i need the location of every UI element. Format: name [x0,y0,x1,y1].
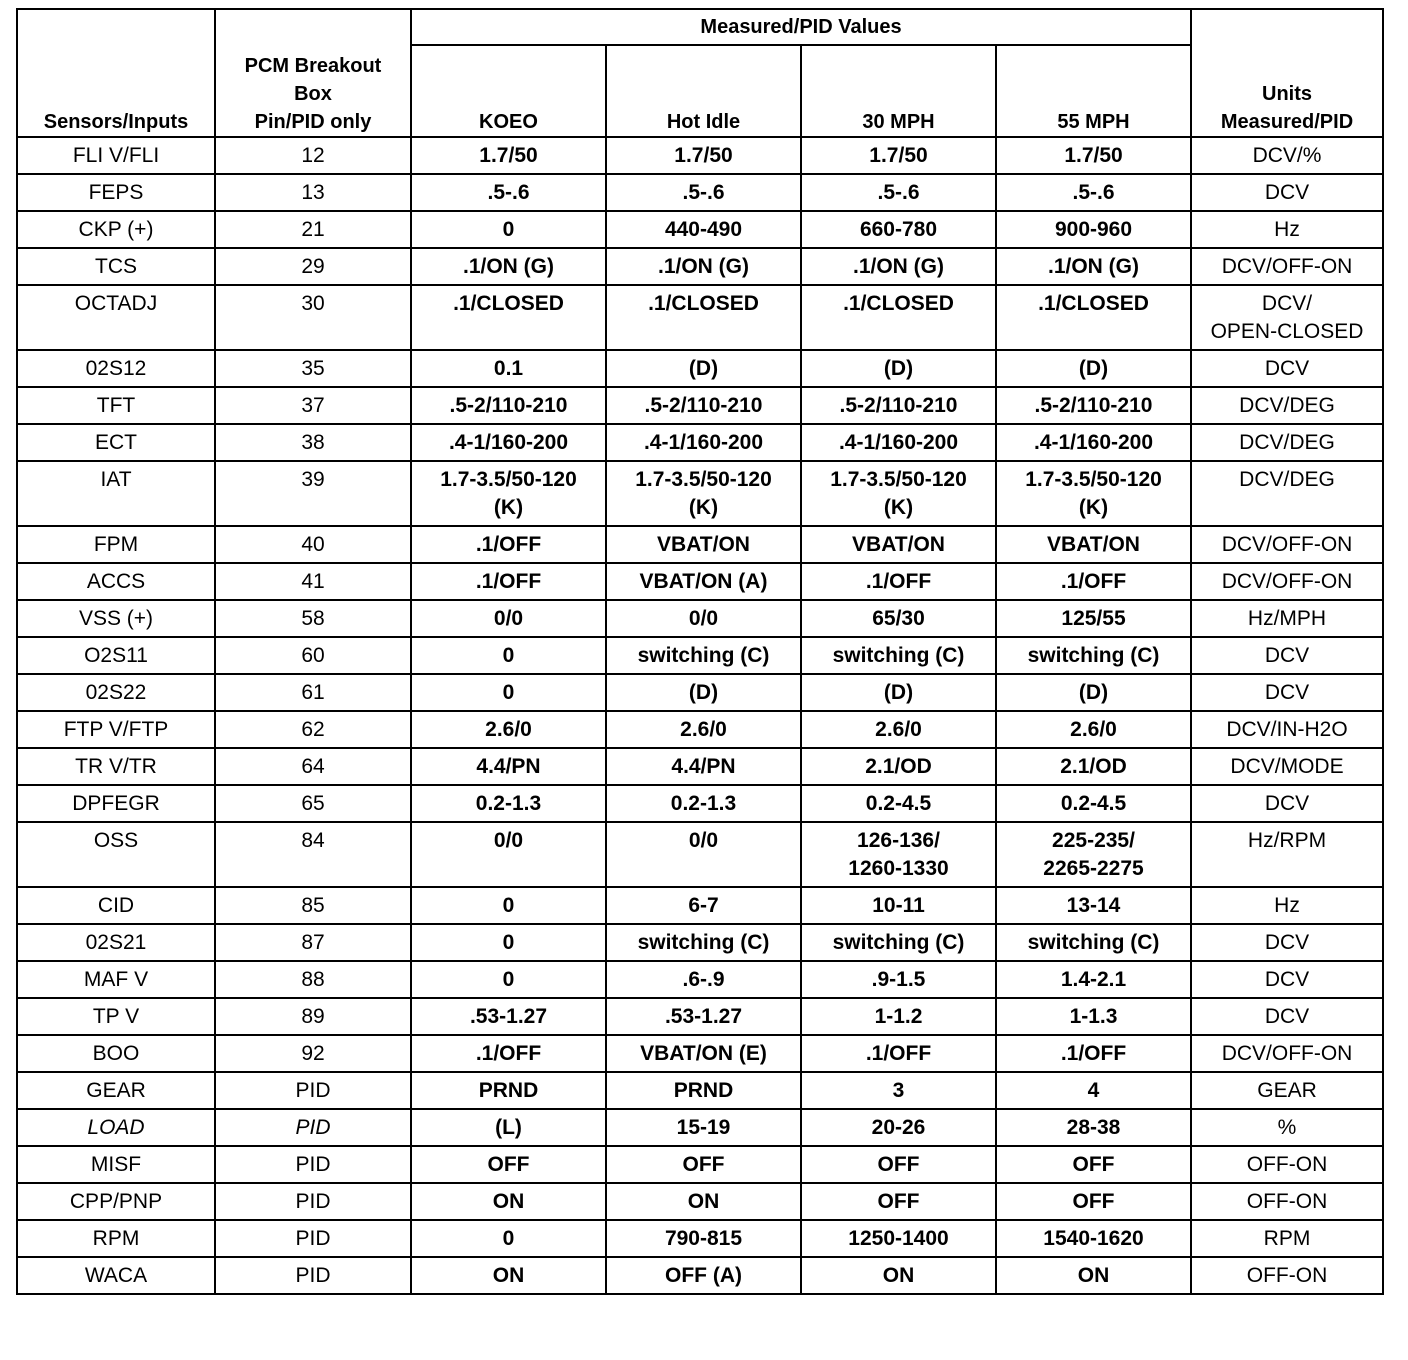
table-row [17,1257,1383,1294]
cell-sensor: RPM [17,1220,215,1257]
cell-units: OFF-ON [1191,1146,1383,1183]
cell-koeo: .1/OFF [411,1035,606,1072]
cell-sensor: FPM [17,526,215,563]
cell-30-mph: 1-1.2 [801,998,996,1035]
cell-30-mph: 3 [801,1072,996,1109]
header-measured-group: Measured/PID Values [411,9,1191,45]
cell-koeo: PRND [411,1072,606,1109]
cell-pin: 89 [215,998,411,1035]
cell-koeo: 0.1 [411,350,606,387]
header-pin: PCM Breakout Box Pin/PID only [215,9,411,137]
header-55-mph: 55 MPH [996,45,1191,137]
cell-sensor: MISF [17,1146,215,1183]
cell-hot-idle: switching (C) [606,637,801,674]
cell-units: DCV/OFF-ON [1191,563,1383,600]
cell-hot-idle: VBAT/ON (A) [606,563,801,600]
cell-55-mph: 2.6/0 [996,711,1191,748]
cell-55-mph: .1/OFF [996,1035,1191,1072]
cell-units: DCV [1191,350,1383,387]
cell-55-mph: .4-1/160-200 [996,424,1191,461]
table-row [17,674,1383,711]
cell-units: OFF-ON [1191,1183,1383,1220]
cell-pin: 88 [215,961,411,998]
cell-hot-idle: (D) [606,350,801,387]
cell-units: DCV [1191,674,1383,711]
cell-hot-idle: .6-.9 [606,961,801,998]
cell-hot-idle: 0.2-1.3 [606,785,801,822]
cell-30-mph: 2.6/0 [801,711,996,748]
cell-units: DCV [1191,924,1383,961]
cell-koeo: 0 [411,924,606,961]
table-row [17,637,1383,674]
cell-55-mph: 28-38 [996,1109,1191,1146]
table-row [17,600,1383,637]
cell-pin: PID [215,1257,411,1294]
cell-koeo: .53-1.27 [411,998,606,1035]
table-row [17,748,1383,785]
cell-pin: 12 [215,137,411,174]
cell-koeo: .4-1/160-200 [411,424,606,461]
cell-pin: 87 [215,924,411,961]
cell-koeo: (L) [411,1109,606,1146]
cell-hot-idle: VBAT/ON (E) [606,1035,801,1072]
cell-sensor: ACCS [17,563,215,600]
cell-55-mph: 125/55 [996,600,1191,637]
cell-pin: PID [215,1220,411,1257]
cell-sensor: FTP V/FTP [17,711,215,748]
table-row [17,1146,1383,1183]
cell-koeo: 0 [411,1220,606,1257]
cell-30-mph: switching (C) [801,924,996,961]
cell-hot-idle: PRND [606,1072,801,1109]
cell-sensor: CKP (+) [17,211,215,248]
cell-30-mph: .5-.6 [801,174,996,211]
cell-pin: 62 [215,711,411,748]
cell-koeo: 0 [411,211,606,248]
cell-pin: 92 [215,1035,411,1072]
cell-55-mph: ON [996,1257,1191,1294]
cell-units: Hz/RPM [1191,822,1383,887]
cell-30-mph: (D) [801,350,996,387]
cell-koeo: OFF [411,1146,606,1183]
cell-30-mph: .1/ON (G) [801,248,996,285]
cell-30-mph: 126-136/ 1260-1330 [801,822,996,887]
cell-koeo: 0 [411,674,606,711]
table-row [17,1220,1383,1257]
cell-sensor: O2S11 [17,637,215,674]
cell-sensor: TFT [17,387,215,424]
cell-sensor: FEPS [17,174,215,211]
table-row [17,248,1383,285]
cell-55-mph: 1.7/50 [996,137,1191,174]
cell-hot-idle: VBAT/ON [606,526,801,563]
cell-sensor: GEAR [17,1072,215,1109]
cell-55-mph: 0.2-4.5 [996,785,1191,822]
table-row [17,711,1383,748]
cell-pin: 65 [215,785,411,822]
cell-hot-idle: .5-.6 [606,174,801,211]
cell-units: DCV [1191,637,1383,674]
cell-pin: 58 [215,600,411,637]
cell-units: DCV/OFF-ON [1191,1035,1383,1072]
cell-units: Hz/MPH [1191,600,1383,637]
table-row [17,961,1383,998]
cell-units: DCV/MODE [1191,748,1383,785]
cell-sensor: TP V [17,998,215,1035]
cell-koeo: .1/OFF [411,563,606,600]
cell-units: DCV/OFF-ON [1191,248,1383,285]
cell-55-mph: .1/ON (G) [996,248,1191,285]
cell-sensor: FLI V/FLI [17,137,215,174]
cell-units: DCV/% [1191,137,1383,174]
cell-sensor: TR V/TR [17,748,215,785]
cell-30-mph: switching (C) [801,637,996,674]
cell-hot-idle: OFF [606,1146,801,1183]
table-row [17,785,1383,822]
cell-hot-idle: ON [606,1183,801,1220]
cell-55-mph: (D) [996,350,1191,387]
cell-55-mph: (D) [996,674,1191,711]
header-sensors: Sensors/Inputs [17,9,215,137]
cell-pin: 30 [215,285,411,350]
cell-30-mph: .9-1.5 [801,961,996,998]
cell-units: DCV [1191,174,1383,211]
header-koeo: KOEO [411,45,606,137]
pid-values-table [16,8,1384,1295]
cell-koeo: 1.7-3.5/50-120 (K) [411,461,606,526]
cell-koeo: 0 [411,961,606,998]
cell-hot-idle: 790-815 [606,1220,801,1257]
cell-pin: 41 [215,563,411,600]
cell-30-mph: 65/30 [801,600,996,637]
cell-hot-idle: 4.4/PN [606,748,801,785]
cell-pin: 64 [215,748,411,785]
cell-pin: 85 [215,887,411,924]
cell-55-mph: 1540-1620 [996,1220,1191,1257]
cell-hot-idle: .5-2/110-210 [606,387,801,424]
cell-hot-idle: .1/CLOSED [606,285,801,350]
cell-pin: 61 [215,674,411,711]
cell-koeo: 0 [411,887,606,924]
cell-koeo: 1.7/50 [411,137,606,174]
cell-hot-idle: OFF (A) [606,1257,801,1294]
cell-pin: 21 [215,211,411,248]
header-30-mph: 30 MPH [801,45,996,137]
table-row [17,387,1383,424]
table-row [17,1109,1383,1146]
cell-koeo: ON [411,1257,606,1294]
cell-koeo: 0 [411,637,606,674]
cell-30-mph: OFF [801,1146,996,1183]
cell-hot-idle: 1.7/50 [606,137,801,174]
cell-55-mph: .1/CLOSED [996,285,1191,350]
cell-units: Hz [1191,211,1383,248]
table-body [17,137,1383,1294]
cell-30-mph: 20-26 [801,1109,996,1146]
table-row [17,998,1383,1035]
cell-hot-idle: .4-1/160-200 [606,424,801,461]
cell-units: GEAR [1191,1072,1383,1109]
cell-30-mph: OFF [801,1183,996,1220]
cell-sensor: 02S12 [17,350,215,387]
cell-30-mph: 660-780 [801,211,996,248]
cell-55-mph: .5-.6 [996,174,1191,211]
cell-55-mph: switching (C) [996,924,1191,961]
cell-30-mph: .5-2/110-210 [801,387,996,424]
cell-hot-idle: 15-19 [606,1109,801,1146]
cell-55-mph: switching (C) [996,637,1191,674]
cell-hot-idle: 6-7 [606,887,801,924]
cell-55-mph: 1.7-3.5/50-120 (K) [996,461,1191,526]
table-row [17,285,1383,350]
cell-units: Hz [1191,887,1383,924]
cell-30-mph: 1.7/50 [801,137,996,174]
cell-55-mph: 1.4-2.1 [996,961,1191,998]
cell-units: OFF-ON [1191,1257,1383,1294]
cell-hot-idle: 0/0 [606,822,801,887]
cell-koeo: .1/OFF [411,526,606,563]
cell-30-mph: VBAT/ON [801,526,996,563]
cell-units: DCV/ OPEN-CLOSED [1191,285,1383,350]
cell-30-mph: 2.1/OD [801,748,996,785]
cell-units: DCV/IN-H2O [1191,711,1383,748]
cell-55-mph: 900-960 [996,211,1191,248]
cell-30-mph: .4-1/160-200 [801,424,996,461]
cell-sensor: VSS (+) [17,600,215,637]
table-row [17,350,1383,387]
cell-sensor: 02S22 [17,674,215,711]
cell-koeo: .5-2/110-210 [411,387,606,424]
cell-hot-idle: .53-1.27 [606,998,801,1035]
table-row [17,1183,1383,1220]
cell-koeo: 4.4/PN [411,748,606,785]
cell-units: DCV/DEG [1191,387,1383,424]
cell-55-mph: 225-235/ 2265-2275 [996,822,1191,887]
cell-pin: 38 [215,424,411,461]
cell-koeo: .1/ON (G) [411,248,606,285]
cell-pin: 35 [215,350,411,387]
cell-55-mph: 13-14 [996,887,1191,924]
cell-pin: 37 [215,387,411,424]
cell-pin: PID [215,1183,411,1220]
header-hot-idle: Hot Idle [606,45,801,137]
cell-30-mph: 10-11 [801,887,996,924]
cell-koeo: 2.6/0 [411,711,606,748]
cell-pin: 40 [215,526,411,563]
cell-sensor: OSS [17,822,215,887]
table-row [17,924,1383,961]
cell-units: RPM [1191,1220,1383,1257]
table-row [17,563,1383,600]
cell-sensor: MAF V [17,961,215,998]
cell-units: DCV [1191,785,1383,822]
table-row [17,1072,1383,1109]
cell-30-mph: 1.7-3.5/50-120 (K) [801,461,996,526]
cell-30-mph: 1250-1400 [801,1220,996,1257]
cell-hot-idle: (D) [606,674,801,711]
cell-pin: 13 [215,174,411,211]
table-row [17,1035,1383,1072]
cell-pin: PID [215,1146,411,1183]
cell-sensor: OCTADJ [17,285,215,350]
cell-koeo: 0/0 [411,822,606,887]
cell-55-mph: OFF [996,1183,1191,1220]
cell-30-mph: .1/OFF [801,563,996,600]
cell-units: DCV/OFF-ON [1191,526,1383,563]
table-row [17,424,1383,461]
cell-sensor: WACA [17,1257,215,1294]
cell-55-mph: 4 [996,1072,1191,1109]
cell-koeo: ON [411,1183,606,1220]
cell-pin: PID [215,1072,411,1109]
cell-hot-idle: 1.7-3.5/50-120 (K) [606,461,801,526]
cell-koeo: .5-.6 [411,174,606,211]
cell-sensor: LOAD [17,1109,215,1146]
cell-sensor: DPFEGR [17,785,215,822]
cell-55-mph: OFF [996,1146,1191,1183]
cell-hot-idle: 2.6/0 [606,711,801,748]
cell-hot-idle: 0/0 [606,600,801,637]
cell-units: DCV/DEG [1191,424,1383,461]
cell-units: DCV [1191,961,1383,998]
table-row [17,461,1383,526]
cell-55-mph: 1-1.3 [996,998,1191,1035]
table-row [17,887,1383,924]
cell-30-mph: .1/OFF [801,1035,996,1072]
cell-hot-idle: switching (C) [606,924,801,961]
cell-30-mph: ON [801,1257,996,1294]
cell-pin: 29 [215,248,411,285]
cell-hot-idle: 440-490 [606,211,801,248]
cell-sensor: CID [17,887,215,924]
cell-hot-idle: .1/ON (G) [606,248,801,285]
cell-units: % [1191,1109,1383,1146]
cell-55-mph: VBAT/ON [996,526,1191,563]
cell-55-mph: 2.1/OD [996,748,1191,785]
cell-sensor: BOO [17,1035,215,1072]
cell-sensor: IAT [17,461,215,526]
cell-sensor: CPP/PNP [17,1183,215,1220]
cell-koeo: .1/CLOSED [411,285,606,350]
table-row [17,211,1383,248]
cell-pin: 60 [215,637,411,674]
table-row [17,137,1383,174]
cell-sensor: TCS [17,248,215,285]
cell-pin: 84 [215,822,411,887]
header-units: Units Measured/PID [1191,9,1383,137]
cell-sensor: 02S21 [17,924,215,961]
cell-pin: PID [215,1109,411,1146]
cell-units: DCV/DEG [1191,461,1383,526]
cell-sensor: ECT [17,424,215,461]
table-row [17,822,1383,887]
cell-55-mph: .1/OFF [996,563,1191,600]
cell-units: DCV [1191,998,1383,1035]
cell-pin: 39 [215,461,411,526]
cell-koeo: 0/0 [411,600,606,637]
cell-30-mph: (D) [801,674,996,711]
cell-55-mph: .5-2/110-210 [996,387,1191,424]
cell-koeo: 0.2-1.3 [411,785,606,822]
cell-30-mph: 0.2-4.5 [801,785,996,822]
table-row [17,526,1383,563]
table-row [17,174,1383,211]
cell-30-mph: .1/CLOSED [801,285,996,350]
